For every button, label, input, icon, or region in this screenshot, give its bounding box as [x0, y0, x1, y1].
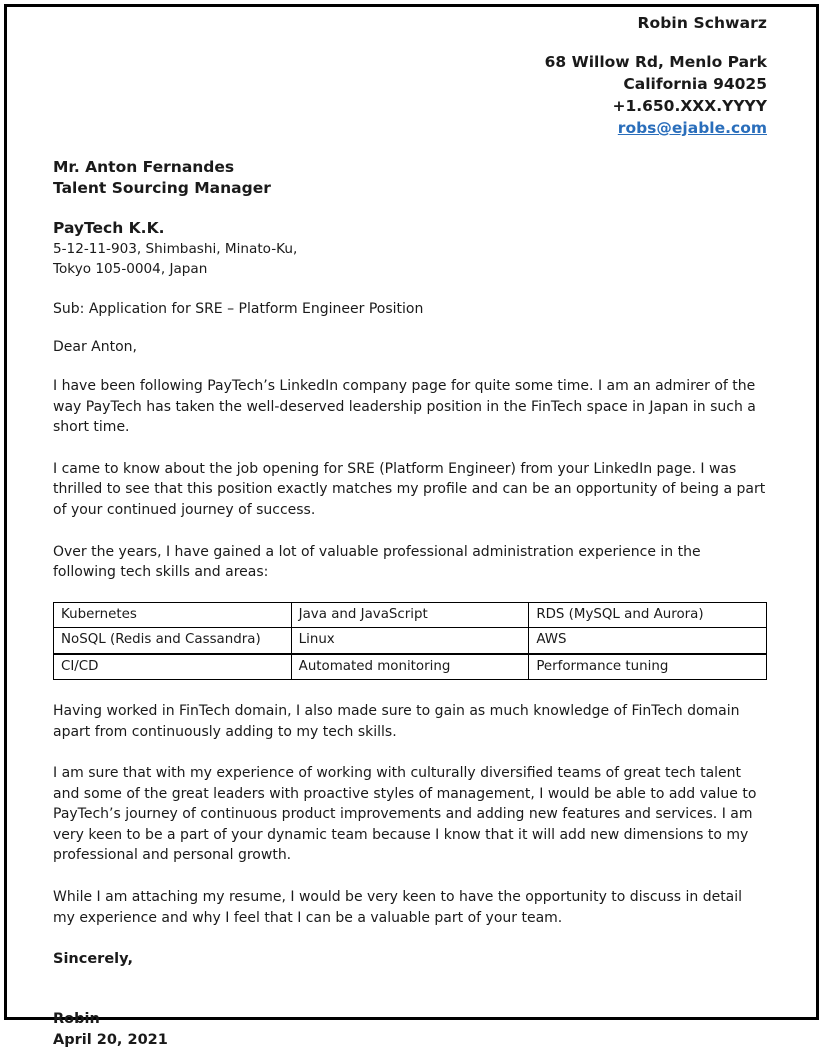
table-cell: Linux — [291, 628, 529, 654]
table-cell: NoSQL (Redis and Cassandra) — [54, 628, 292, 654]
table-row — [54, 628, 767, 654]
salutation: Dear Anton, — [53, 339, 138, 356]
body-paragraph: I came to know about the job opening for SRE (Platform Engineer) from your LinkedIn page. I was thrilled to see that this position exactly matches my profile and can be an opportunity of being a part of your continued journey of success. — [53, 460, 766, 518]
letter-date: April 20, 2021 — [53, 1032, 168, 1049]
sender-address-line2: California 94025 — [623, 75, 767, 93]
body-paragraph: I have been following PayTech’s LinkedIn company page for quite some time. I am an admirer of the way PayTech has taken the well-deserved leadership position in the FinTech space in Japan in such a short time. — [53, 378, 756, 436]
closing-salutation: Sincerely, — [53, 951, 133, 968]
sender-email-link[interactable]: robs@ejable.com — [617, 119, 767, 137]
sender-phone: +1.650.XXX.YYYY — [612, 97, 767, 115]
table-cell: CI/CD — [54, 654, 292, 680]
recipient-title: Talent Sourcing Manager — [53, 179, 271, 198]
table-cell: AWS — [529, 628, 767, 654]
sender-name: Robin Schwarz — [637, 14, 767, 32]
sender-header — [53, 0, 767, 139]
recipient-company-block — [53, 218, 767, 279]
table-row — [54, 602, 767, 627]
body-paragraph: While I am attaching my resume, I would be very keen to have the opportunity to discuss in detail my experience and why I feel that I can be a valuable part of your team. — [53, 888, 743, 926]
signature-name: Robin — [53, 1011, 100, 1028]
subject-line: Sub: Application for SRE – Platform Engineer Position — [53, 301, 424, 318]
skills-table — [53, 602, 767, 680]
letter-content — [53, 0, 767, 1051]
sender-address-line1: 68 Willow Rd, Menlo Park — [544, 53, 767, 71]
body-paragraph: Having worked in FinTech domain, I also made sure to gain as much knowledge of FinTech domain apart from continuously adding to my tech skills. — [53, 702, 740, 740]
table-cell: Java and JavaScript — [291, 602, 529, 627]
table-row — [54, 654, 767, 680]
sender-email-line — [53, 117, 767, 139]
body-paragraph: Over the years, I have gained a lot of valuable professional administration experience in the following tech skills and areas: — [53, 543, 701, 581]
recipient-address-line2: Tokyo 105-0004, Japan — [53, 260, 208, 277]
table-cell: Automated monitoring — [291, 654, 529, 680]
table-cell: RDS (MySQL and Aurora) — [529, 602, 767, 627]
recipient-address-line1: 5-12-11-903, Shimbashi, Minato-Ku, — [53, 241, 298, 258]
sender-address-block — [53, 51, 767, 139]
signature-block — [53, 1009, 767, 1051]
table-cell: Kubernetes — [54, 602, 292, 627]
recipient-block — [53, 157, 767, 279]
table-cell: Performance tuning — [529, 654, 767, 680]
body-paragraph: I am sure that with my experience of working with culturally diversified teams of great tech talent and some of the great leaders with proactive styles of management, I would be able to add value to PayTech’s journey of continuous product improvements and adding new features and services. I am very keen to be a part of your dynamic team because I know that it will add new dimensions to my professional and personal growth. — [53, 765, 757, 864]
recipient-company-name: PayTech K.K. — [53, 219, 165, 238]
recipient-name: Mr. Anton Fernandes — [53, 158, 235, 176]
